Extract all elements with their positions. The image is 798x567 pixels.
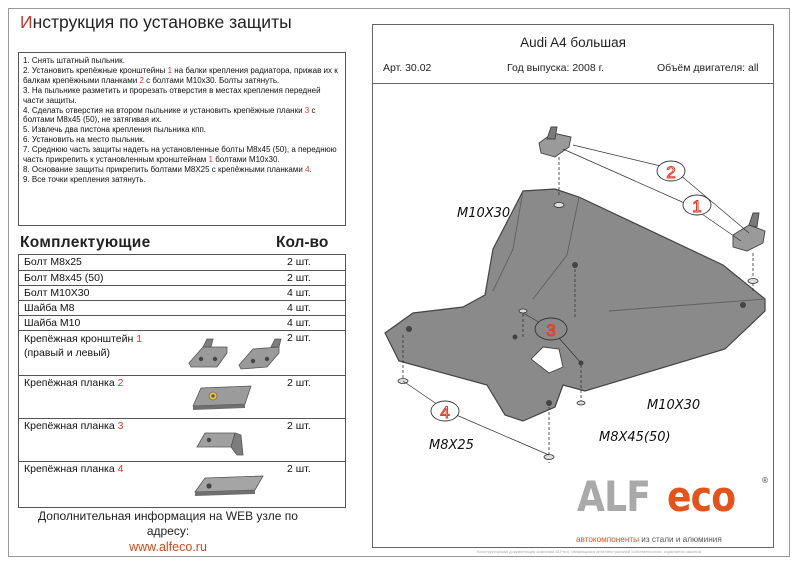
kit-item-qty: 4 шт. (287, 317, 311, 329)
kit-row (19, 300, 345, 315)
callout-4 (431, 401, 459, 422)
instruction-step: 2. Установить крепёжные кронштейны 1 на балки крепления радиатора, прижав их к балкам крепёжными планками 2 с болтами M10x30. Болты затянуть. (23, 65, 338, 85)
kit-item-qty: 2 шт. (287, 272, 311, 284)
instruction-step: 5. Извлечь два пистона крепления пыльника кпп. (23, 125, 207, 135)
web-url-link[interactable]: www.alfeco.ru (129, 540, 207, 554)
kit-item-qty: 2 шт. (287, 420, 311, 432)
instruction-step: 6. Установить на место пыльник. (23, 135, 145, 145)
plate-3-image (191, 423, 261, 459)
kit-item-name: Болт M8x25 (24, 256, 82, 268)
kit-row (19, 255, 345, 270)
kit-item-name: Шайба M8 (24, 302, 75, 314)
bracket-left-image (539, 127, 571, 157)
kit-item-name: Шайба M10 (24, 317, 81, 329)
label-m10x30-top: M10X30 (457, 206, 511, 221)
callout-3 (535, 318, 567, 340)
kit-row (19, 330, 345, 375)
registered-mark: ® (761, 476, 769, 485)
callout-3-label: 3 (546, 321, 556, 340)
instructions-box (18, 52, 346, 226)
label-m8x45: M8X45(50) (599, 430, 671, 445)
kit-row (19, 285, 345, 300)
logo-eco: eco (667, 472, 736, 521)
mount-hole (572, 262, 578, 268)
kit-item-qty: 2 шт. (287, 377, 311, 389)
instruction-step: 9. Все точки крепления затянуть. (23, 174, 146, 184)
mount-hole (513, 335, 518, 340)
kit-item-name: Крепёжная планка 2 (24, 377, 124, 389)
bracket-pair-image (183, 337, 301, 371)
kit-item-name: Крепёжная планка 4 (24, 463, 124, 475)
instruction-step: 3. На пыльнике разметить и прорезать отверстия в местах крепления передней части защиты. (23, 85, 321, 105)
callout-2 (657, 161, 685, 182)
header-divider (373, 83, 773, 84)
drawing-panel (372, 24, 774, 548)
kit-table (18, 254, 346, 508)
qty-heading: Кол-во (276, 234, 329, 251)
fine-print: Конструкторская документация компании ALFeco, являющаяся интеллектуальной собственностью, охраняется законом (477, 549, 702, 554)
plate-4-image (191, 470, 271, 500)
label-m10x30-right: M10X30 (647, 398, 701, 413)
kit-item-qty: 2 шт. (287, 256, 311, 268)
kit-row (19, 461, 345, 507)
kit-row (19, 418, 345, 461)
kit-item-qty: 4 шт. (287, 287, 311, 299)
kit-heading: Комплектующие (20, 234, 151, 251)
title-rest: нструкция по установке защиты (32, 12, 292, 32)
instruction-step: 4. Сделать отверстия на втором пыльнике и установить крепёжные планки 3 с болтами M8x45 (50), не затягивая их. (23, 105, 316, 125)
logo-alf: ALF (577, 472, 651, 521)
bracket-right-image (733, 213, 765, 251)
production-year: Год выпуска: 2008 г. (507, 62, 605, 74)
web-info-note: Дополнительная информация на WEB узле по адресу: (38, 509, 298, 538)
kit-item-qty: 4 шт. (287, 302, 311, 314)
plate-2-image (189, 382, 259, 412)
page-title (20, 12, 292, 33)
kit-row (19, 375, 345, 418)
mount-hole (406, 326, 412, 332)
car-model: Audi A4 большая (520, 35, 626, 50)
engine-volume: Объём двигателя: all (657, 62, 759, 74)
callout-1 (683, 195, 711, 216)
label-m8x25: M8X25 (429, 438, 474, 453)
kit-item-name: Крепёжная планка 3 (24, 420, 124, 432)
article-number: Арт. 30.02 (383, 62, 432, 74)
instruction-step: 7. Среднюю часть защиты надеть на установленные болты M8x45 (50), а переднюю часть прикрепить к установленным кронштейнам 1 болтами M10x30. (23, 145, 337, 165)
mount-hole (546, 400, 552, 406)
kit-row (19, 270, 345, 285)
callout-4-label: 4 (440, 403, 450, 422)
callout-2-label: 2 (666, 163, 676, 182)
callout-1-label: 1 (692, 197, 702, 216)
instruction-step: 8. Основание защиты прикрепить болтами M8X25 с крепёжными планками 4. (23, 164, 312, 174)
mount-hole (740, 302, 746, 308)
kit-item-name: Болт M8x45 (50) (24, 272, 104, 284)
kit-item-qty: 2 шт. (287, 332, 311, 344)
logo-tagline: автокомпоненты из стали и алюминия (576, 535, 722, 544)
kit-item-name: Болт M10X30 (24, 287, 90, 299)
kit-item-name: Крепёжная кронштейн 1 (правый и левый) (24, 333, 143, 359)
instruction-step: 1. Снять штатный пыльник. (23, 56, 125, 65)
title-first-letter: И (20, 12, 33, 32)
kit-item-qty: 2 шт. (287, 463, 311, 475)
kit-row (19, 315, 345, 330)
